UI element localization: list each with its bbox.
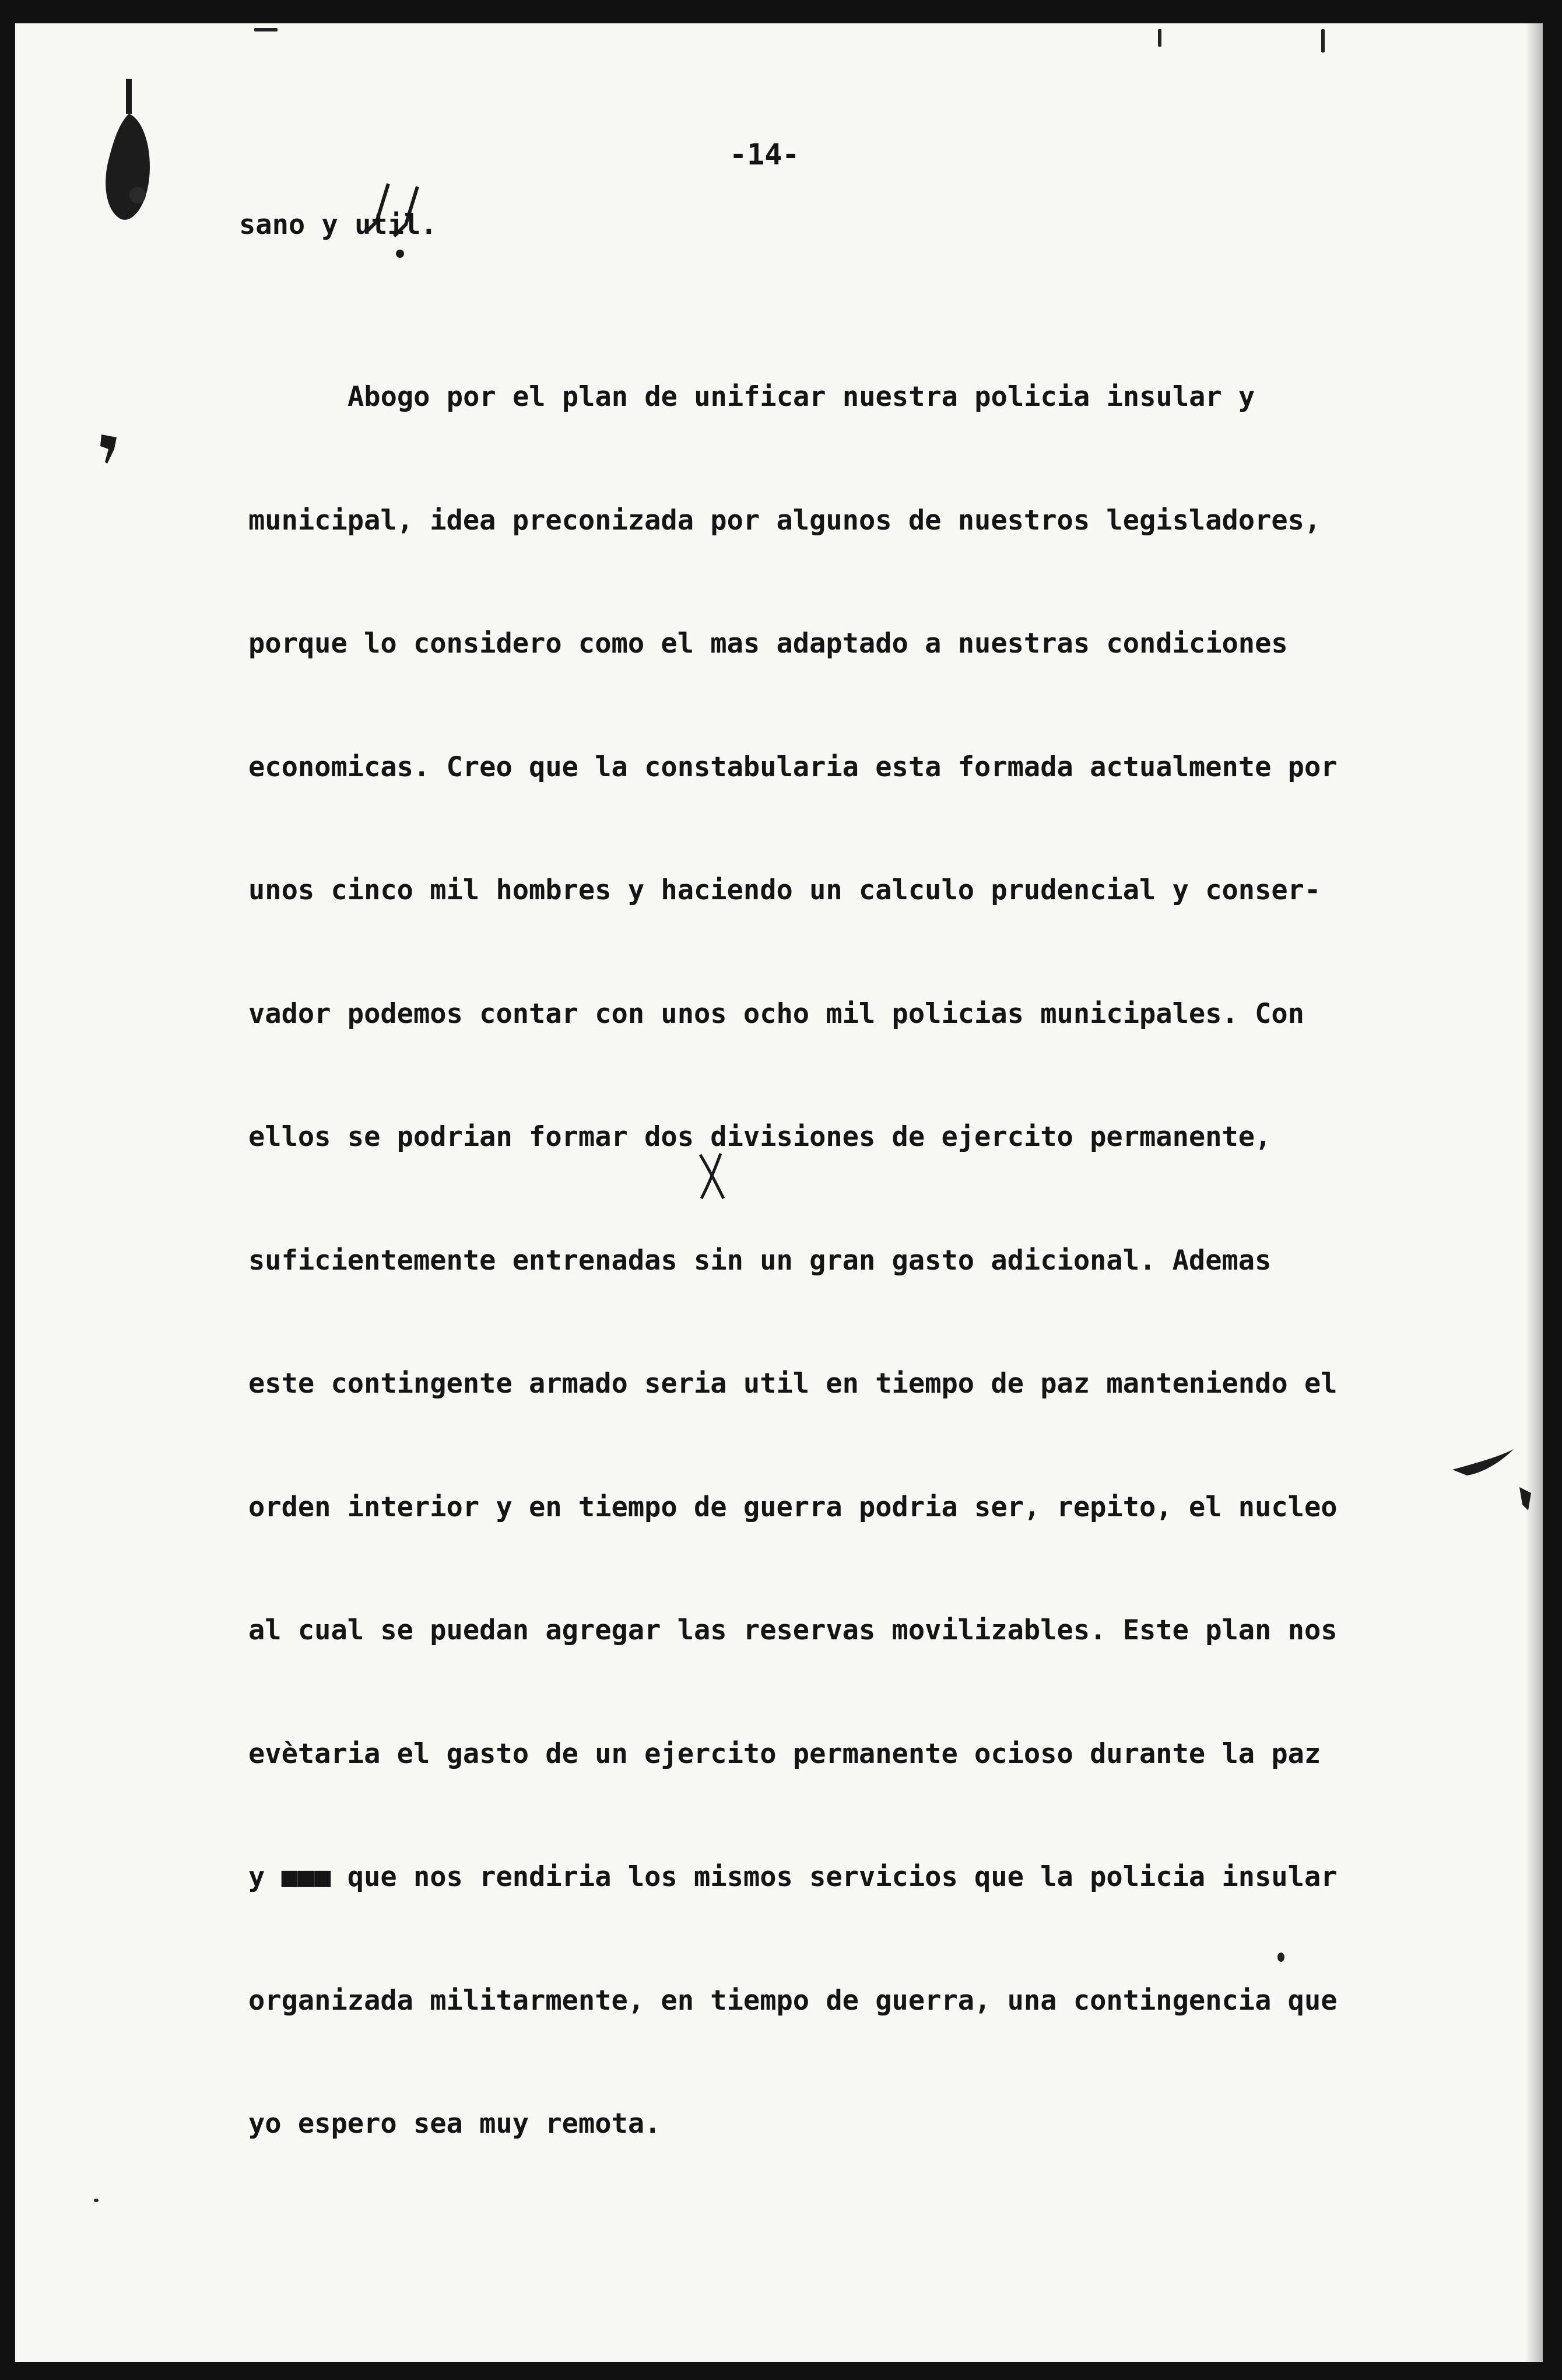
paper-speck xyxy=(1277,1953,1284,1962)
paragraph-line: este contingente armado seria util en tiempo de paz manteniendo el xyxy=(248,1368,1338,1400)
body-paragraph xyxy=(248,303,1338,2218)
paragraph-line: unos cinco mil hombres y haciendo un calculo prudencial y conser- xyxy=(248,874,1321,906)
paragraph-line: orden interior y en tiempo de guerra podria ser, repito, el nucleo xyxy=(248,1491,1338,1523)
page-edge-shadow xyxy=(1525,23,1543,2362)
margin-mark xyxy=(97,432,120,467)
paragraph-line: al cual se puedan agregar las reservas movilizables. Este plan nos xyxy=(248,1614,1338,1646)
page-number: -14- xyxy=(729,138,800,171)
document-page xyxy=(15,23,1543,2362)
paragraph-line: y ■■■ que nos rendiria los mismos servicios que la policia insular xyxy=(248,1861,1338,1893)
first-line-text: sano y util. xyxy=(239,209,437,241)
paragraph-line: vador podemos contar con unos ocho mil policias municipales. Con xyxy=(248,997,1304,1030)
paragraph-line: evètaria el gasto de un ejercito permanente ocioso durante la paz xyxy=(248,1737,1321,1770)
paragraph-line: porque lo considero como el mas adaptado a nuestras condiciones xyxy=(248,628,1288,660)
paragraph-line: organizada militarmente, en tiempo de guerra, una contingencia que xyxy=(248,1984,1338,2017)
paper-speck xyxy=(1158,29,1161,47)
paper-speck xyxy=(1321,29,1325,52)
paragraph-line: ellos se podrian formar dos divisiones de ejercito permanente, xyxy=(248,1121,1272,1153)
paper-speck xyxy=(254,28,278,31)
paragraph-line: economicas. Creo que la constabularia esta formada actualmente por xyxy=(248,751,1338,783)
stray-ink-mark xyxy=(1449,1446,1543,1522)
paragraph-line: municipal, idea preconizada por algunos de nuestros legisladores, xyxy=(248,504,1321,537)
ink-blot-mark xyxy=(97,79,161,230)
handwritten-x-mark xyxy=(694,1149,729,1201)
paragraph-line: Abogo por el plan de unificar nuestra policia insular y xyxy=(347,381,1255,413)
paragraph-line: suficientemente entrenadas sin un gran gasto adicional. Ademas xyxy=(248,1244,1272,1277)
paragraph-line: yo espero sea muy remota. xyxy=(248,2108,661,2140)
paper-speck xyxy=(94,2199,99,2202)
